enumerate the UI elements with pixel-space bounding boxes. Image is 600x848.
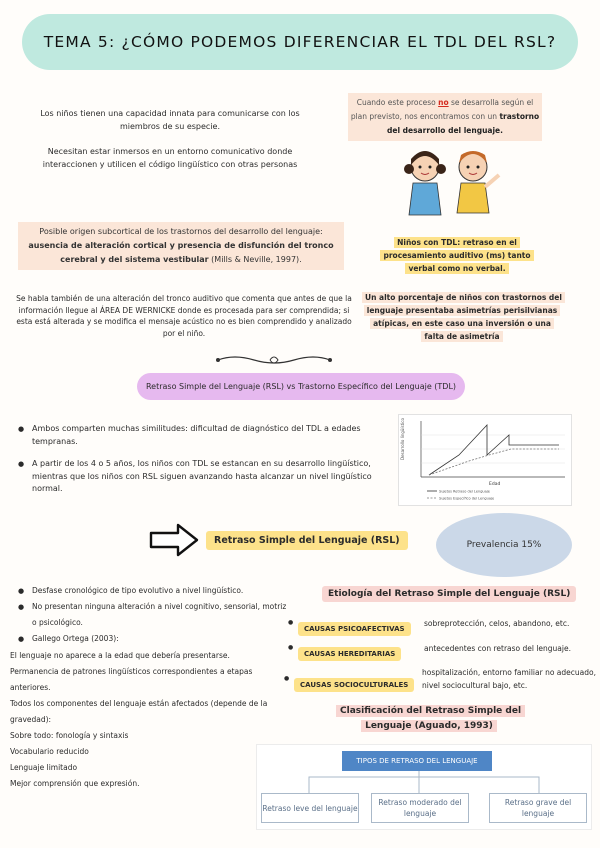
- note-pre: Cuando este proceso: [356, 98, 439, 107]
- tdl-note-text: Niños con TDL: retraso en el procesamiento auditivo (ms) tanto verbal como no verbal.: [380, 237, 533, 274]
- rsl-line: Vocabulario reducido: [10, 747, 89, 756]
- cause-text: sobreprotección, celos, abandono, etc.: [424, 619, 570, 628]
- intro-paragraph-2: [40, 146, 300, 171]
- note-bold: trastorno del desarrollo del lenguaje.: [387, 112, 540, 135]
- children-illustration: [395, 145, 505, 220]
- chart-x-label: Edad: [489, 482, 501, 487]
- cause-label: CAUSAS PSICOAFECTIVAS: [298, 622, 411, 636]
- rsl-line: Mejor comprensión que expresión.: [10, 779, 140, 788]
- rsl-bullet-text: Gallego Ortega (2003):: [32, 634, 119, 643]
- intro-text-1: Los niños tienen una capacidad innata para comunicarse con los miembros de su especie.: [40, 109, 300, 131]
- tree-node-severe: [489, 793, 587, 823]
- process-note-box: [348, 93, 542, 141]
- origin-bold: ausencia de alteración cortical y presencia de disfunción del tronco cerebral y del sistema vestibular: [28, 241, 334, 264]
- asymmetry-text: Un alto porcentaje de niños con trastornos del lenguaje presentaba asimetrías perisilvianas atípicas, en este caso una inversión o una falta de asimetría: [362, 292, 565, 342]
- tree-root-label: TIPOS DE RETRASO DEL LENGUAJE: [356, 756, 478, 765]
- rsl-description: [10, 648, 292, 792]
- wernicke-text: Se habla también de una alteración del tronco auditivo que comenta que antes de que la información llegue al ÁREA DE WERNICKE donde es procesada para ser comprendida; si esta está alterada y se modifica el mensaje acústico no es bien comprendido y analizado por el niño.: [16, 294, 352, 338]
- chart-svg: [399, 415, 571, 505]
- origin-box: [18, 222, 344, 270]
- development-chart: [398, 414, 572, 506]
- classification-title-text: Clasificación del Retraso Simple del Lenguaje (Aguado, 1993): [336, 705, 525, 732]
- wernicke-paragraph: [14, 293, 354, 339]
- note-no: no: [438, 98, 449, 107]
- rsl-bullet: [18, 599, 288, 631]
- tree-node-moderate: [371, 793, 469, 823]
- comparison-bullets: [18, 423, 378, 496]
- tdl-note: [372, 236, 542, 275]
- cause-label: CAUSAS SOCIOCULTURALES: [294, 678, 414, 692]
- rsl-line: Sobre todo: fonología y sintaxis: [10, 731, 129, 740]
- rsl-label: [206, 531, 408, 550]
- intro-text-2: Necesitan estar inmersos en un entorno comunicativo donde interaccionen y utilicen el código lingüístico con otras personas: [42, 147, 298, 169]
- etiology-title: [322, 586, 576, 602]
- tree-node-label: Retraso grave del lenguaje: [504, 798, 572, 818]
- rsl-label-text: Retraso Simple del Lenguaje (RSL): [214, 535, 400, 546]
- chart-legend-1: Sujetos Retraso del Lenguaje: [439, 489, 490, 494]
- chart-legend-2: Sujetos Específico del Lenguaje: [439, 496, 495, 501]
- rsl-bullet: [18, 631, 288, 647]
- rsl-line: Todos los componentes del lenguaje están afectados (depende de la gravedad):: [10, 699, 268, 724]
- rsl-bullet: [18, 583, 288, 599]
- rsl-line: Lenguaje limitado: [10, 763, 78, 772]
- origin-line1: Posible origen subcortical de los trastornos del desarrollo del lenguaje:: [39, 227, 323, 236]
- rsl-line: Permanencia de patrones lingüísticos correspondientes a etapas anteriores.: [10, 667, 253, 692]
- classification-title: [336, 704, 522, 734]
- tree-node-label: Retraso leve del lenguaje: [262, 803, 358, 813]
- cause-text: hospitalización, entorno familiar no adecuado, nivel sociocultural bajo, etc.: [422, 668, 596, 690]
- chart-y-label: Desarrollo lingüístico: [400, 418, 405, 460]
- comparison-bullet: [18, 423, 378, 448]
- prevalence-ellipse: [436, 513, 572, 577]
- page-title: TEMA 5: ¿CÓMO PODEMOS DIFERENCIAR EL TDL DEL RSL?: [43, 33, 557, 51]
- cause-psychoaffective: [288, 616, 411, 636]
- rsl-bullets: [18, 583, 288, 647]
- comparison-title: Retraso Simple del Lenguaje (RSL) vs Trastorno Específico del Lenguaje (TDL): [145, 382, 457, 391]
- cause-label: CAUSAS HEREDITARIAS: [298, 647, 401, 661]
- cause-text: antecedentes con retraso del lenguaje.: [424, 644, 571, 653]
- cause-sociocultural: [284, 672, 414, 692]
- comparison-bullet: [18, 458, 378, 496]
- tree-node-mild: [261, 793, 359, 823]
- chart-series-rsl: [429, 425, 559, 475]
- rsl-bullet-text: No presentan ninguna alteración a nivel cognitivo, sensorial, motriz o psicológico.: [32, 602, 287, 627]
- tree-node-label: Retraso moderado del lenguaje: [378, 798, 462, 818]
- origin-cite: (Mills & Neville, 1997).: [208, 255, 302, 264]
- decorative-divider: [214, 352, 334, 368]
- comparison-bullet-text: Ambos comparten muchas similitudes: dificultad de diagnóstico del TDL a edades tempranas.: [32, 424, 361, 446]
- title-banner: [22, 14, 578, 70]
- classification-diagram: [256, 744, 592, 830]
- cause-hereditary: [288, 641, 401, 661]
- etiology-title-text: Etiología del Retraso Simple del Lenguaje (RSL): [328, 589, 571, 599]
- rsl-bullet-text: Desfase cronológico de tipo evolutivo a nivel lingüístico.: [32, 586, 244, 595]
- prevalence-text: Prevalencia 15%: [466, 540, 542, 550]
- intro-paragraph-1: [40, 108, 300, 133]
- tree-root-node: [342, 751, 492, 771]
- rsl-line: El lenguaje no aparece a la edad que debería presentarse.: [10, 651, 230, 660]
- comparison-bullet-text: A partir de los 4 o 5 años, los niños con TDL se estancan en su desarrollo lingüístico, mientras que los niños con RSL siguen avanzando hasta alcanzar un nivel lingüístico normal.: [32, 459, 372, 493]
- asymmetry-note: [362, 291, 562, 343]
- note-mid: se desarrolla según el plan previsto, nos encontramos con un: [350, 98, 534, 121]
- arrow-right-icon: [148, 522, 200, 558]
- comparison-title-bar: [137, 373, 465, 400]
